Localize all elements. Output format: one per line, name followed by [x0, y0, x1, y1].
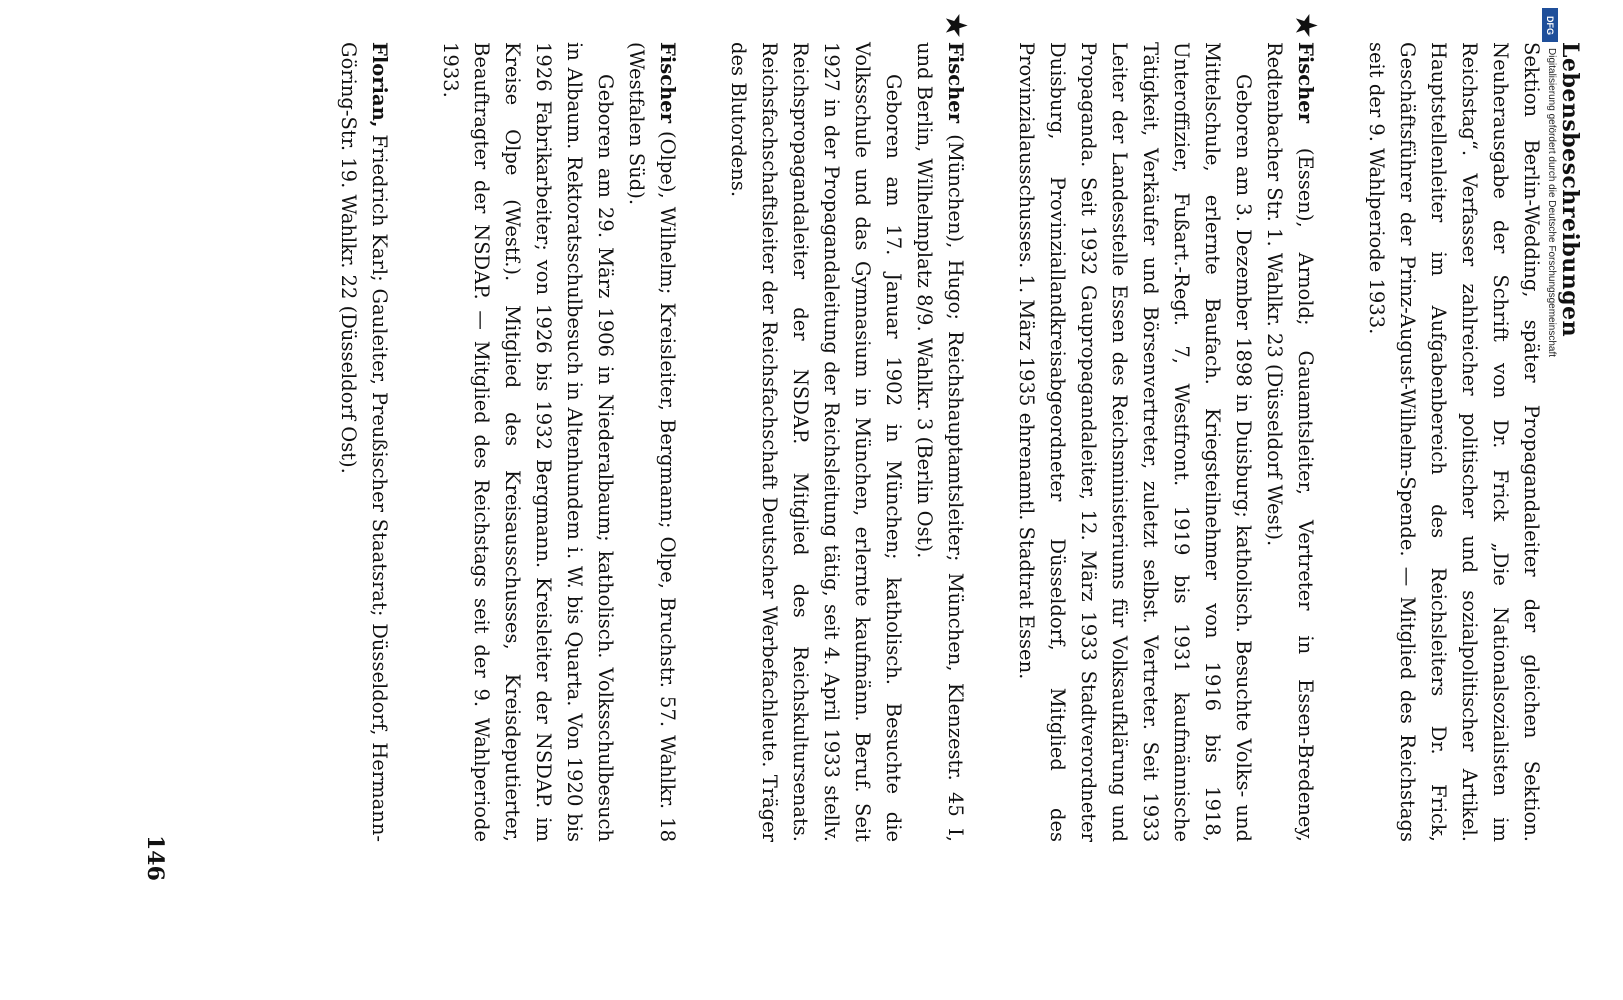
entry-paragraph: Sektion Berlin-Wedding, später Propagandaleiter der gleichen Sektion. Neuherausgabe der Schrift von Dr. Frick „Die Nationalsozialisten im Reichstag“. Verfasser zahlreicher politischer und sozialpolitischer Artikel. Hauptstellenleiter im Aufgabenbereich des Reichsleiters Dr. Frick, Geschäftsführer der Prinz-August-Wilhelm-Spende. — Mitglied des Reichstags seit der 9. Wahlperiode 1933. [1365, 42, 1543, 842]
running-head: Lebensbeschreibungen [1557, 42, 1583, 338]
dfg-footer [1540, 8, 1560, 988]
entry-paragraph: Geboren am 17. Januar 1902 in München; katholisch. Besuchte die Volksschule und das Gymnasium in München, erlernte kaufmänn. Beruf. Seit 1927 in der Propagandaleitung der Reichsleitung tätig, seit 4. April 1933 stellv. Reichspropagandaleiter der NSDAP. Mitglied des Reichskultursenats. Reichsfachschaftsleiter der Reichsfachschaft Deutscher Werbefachleute. Träger des Blutordens. [727, 42, 905, 842]
entry-surname: Fischer [944, 42, 967, 123]
entry-heading-rest: (Olpe), Wilhelm; Kreisleiter, Bergmann; Olpe, Bruchstr. 57. Wahlkr. 18 (Westfalen Süd). [625, 42, 679, 842]
entry-heading-rest: (Essen), Arnold; Gauamtsleiter, Vertreter in Essen-Bredeney, Redtenbacher Str. 1. Wahlkr. 23 (Düsseldorf West). [1263, 42, 1317, 842]
entry-heading-rest: (München), Hugo; Reichshauptamtsleiter; München, Klenzestr. 45 I, und Berlin, Wilhelmplatz 8/9. Wahlkr. 3 (Berlin Ost). [913, 42, 967, 842]
entry-heading [333, 42, 395, 842]
entry-heading [1259, 42, 1321, 842]
page-number: 146 [142, 835, 168, 881]
entry-heading [909, 42, 971, 842]
entry-florian [333, 42, 395, 842]
entry-fischer-olpe [435, 42, 683, 842]
entry-surname: Fischer [1294, 42, 1317, 123]
entry-heading [621, 42, 683, 842]
entry-paragraph: Geboren am 29. März 1906 in Niederalbaum; katholisch. Volksschulbesuch in Albaum. Rektoratsschulbesuch in Altenhundem i. W. bis Quarta. Von 1920 bis 1926 Fabrikarbeiter; von 1926 bis 1932 Bergmann. Kreisleiter der NSDAP. im Kreise Olpe (Westf.). Mitglied des Kreisausschusses, Kreisdeputierter, Beauftragter der NSDAP. — Mitglied des Reichstags seit der 9. Wahlperiode 1933. [439, 42, 617, 842]
entry-continuation [1361, 42, 1547, 842]
entry-heading-rest: Friedrich Karl; Gauleiter, Preußischer Staatsrat; Düsseldorf, Hermann-Göring-Str. 19. Wahlkr. 22 (Düsseldorf Ost). [337, 42, 391, 842]
dfg-logo: DFG [1542, 8, 1558, 42]
entry-surname: Fischer [656, 42, 679, 123]
star-icon: ★ [1288, 12, 1323, 39]
entry-paragraph: Geboren am 3. Dezember 1898 in Duisburg; katholisch. Besuchte Volks- und Mittelschule, erlernte Baufach. Kriegsteilnehmer von 1916 bis 1918, Unteroffizier, Fußart.-Regt. 7, Westfront. 1919 bis 1931 kaufmännische Tätigkeit, Verkäufer und Börsenvertreter, zuletzt selbst. Vertreter. Seit 1933 Leiter der Landesstelle Essen des Reichsministeriums für Volksaufklärung und Propaganda. Seit 1932 Gaupropagandaleiter, 12. März 1933 Stadtverordneter Duisburg, Provinziallandkreisabgeordneter Düsseldorf, Mitglied des Provinzialausschusses. 1. März 1935 ehrenamtl. Stadtrat Essen. [1015, 42, 1255, 842]
entry-fischer-muenchen [723, 12, 973, 842]
entry-fischer-essen [1011, 12, 1323, 842]
star-icon: ★ [938, 12, 973, 39]
funding-notice: Digitalisierung gefördert durch die Deutsche Forschungsgemeinschaft [1546, 48, 1557, 358]
entry-surname: Florian, [368, 42, 391, 128]
